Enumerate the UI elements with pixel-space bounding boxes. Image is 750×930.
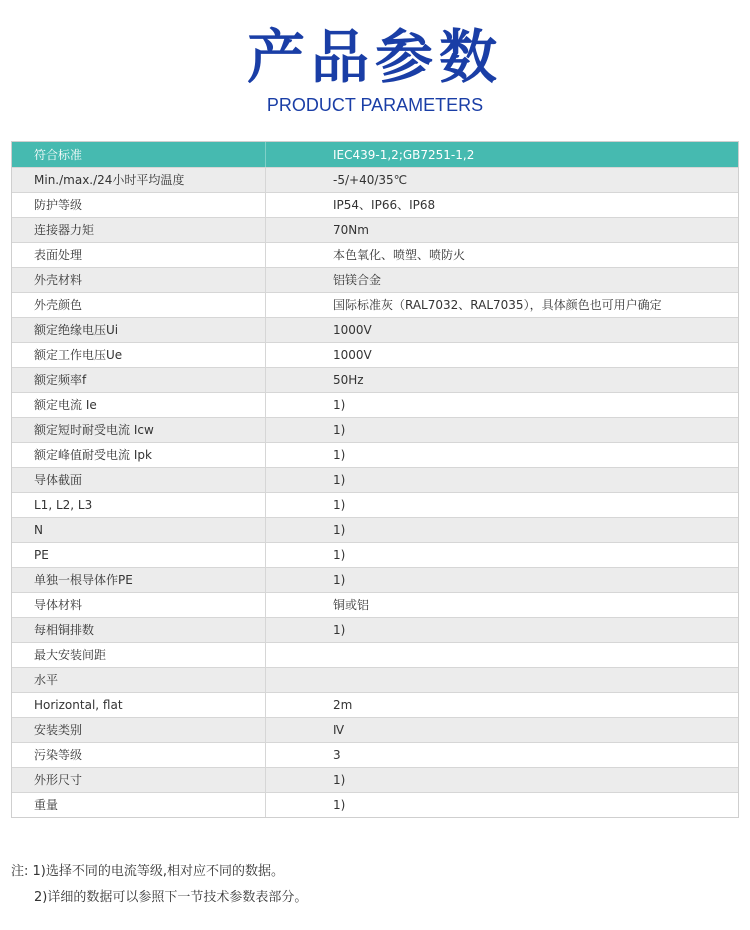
table-row xyxy=(12,468,738,493)
table-cell-value: 铝镁合金 xyxy=(266,268,739,293)
table-row xyxy=(12,243,738,268)
table-row xyxy=(12,318,738,343)
table-cell-value: 70Nm xyxy=(266,218,739,243)
table-row xyxy=(12,518,738,543)
table-cell-value: -5/+40/35℃ xyxy=(266,168,739,193)
table-row xyxy=(12,768,738,793)
table-cell-key: 额定峰值耐受电流 Ipk xyxy=(12,443,266,468)
table-row xyxy=(12,568,738,593)
table-cell-key: Min./max./24小时平均温度 xyxy=(12,168,266,193)
table-cell-key: 导体材料 xyxy=(12,593,266,618)
table-cell-key: 重量 xyxy=(12,793,266,818)
table-cell-key: N xyxy=(12,518,266,543)
table-cell-value: 1000V xyxy=(266,343,739,368)
table-cell-value: 50Hz xyxy=(266,368,739,393)
table-cell-key: 每相铜排数 xyxy=(12,618,266,643)
table-cell-value: 3 xyxy=(266,743,739,768)
table-cell-value: 1) xyxy=(333,798,346,812)
table-row xyxy=(12,393,738,418)
table-cell-value: 本色氧化、喷塑、喷防火 xyxy=(266,243,739,268)
page-title: 产品参数 xyxy=(246,23,503,91)
table-row xyxy=(12,593,738,618)
table-cell-value xyxy=(266,643,739,668)
table-row xyxy=(12,268,738,293)
table-row xyxy=(12,618,738,643)
table-cell-key: 外形尺寸 xyxy=(12,768,266,793)
footnote-1: 注: 1)选择不同的电流等级,相对应不同的数据。 xyxy=(11,864,284,879)
table-cell-key: 外壳颜色 xyxy=(12,293,266,318)
table-cell-key: 额定短时耐受电流 Icw xyxy=(12,418,266,443)
table-cell-key: 安装类别 xyxy=(12,718,266,743)
parameters-table xyxy=(11,141,739,818)
table-cell-key: 额定绝缘电压Ui xyxy=(12,318,266,343)
table-cell-value: 铜或铝 xyxy=(266,593,739,618)
table-cell-key: 水平 xyxy=(12,668,266,693)
table-row xyxy=(12,443,738,468)
table-cell-value: 1) xyxy=(266,443,739,468)
table-cell-key: 外壳材料 xyxy=(12,268,266,293)
table-cell-key: 表面处理 xyxy=(12,243,266,268)
table-cell-value: 1) xyxy=(266,468,739,493)
page-subtitle: PRODUCT PARAMETERS xyxy=(266,95,484,115)
table-cell-value: 2m xyxy=(266,693,739,718)
table-row xyxy=(12,418,738,443)
table-cell-value: 1) xyxy=(266,768,739,793)
table-header-row xyxy=(12,142,738,168)
table-row xyxy=(12,718,738,743)
table-row xyxy=(12,343,738,368)
table-cell-value: 1) xyxy=(266,393,739,418)
table-cell-value: 1000V xyxy=(266,318,739,343)
table-cell-value: IP54、IP66、IP68 xyxy=(266,193,739,218)
table-row xyxy=(12,793,738,818)
table-cell-key: PE xyxy=(12,543,266,568)
table-cell-value: 1) xyxy=(266,568,739,593)
table-row xyxy=(12,668,738,693)
footnote-2: 2)详细的数据可以参照下一节技术参数表部分。 xyxy=(34,890,308,905)
table-row xyxy=(12,293,738,318)
table-row xyxy=(12,368,738,393)
table-cell-key: L1, L2, L3 xyxy=(12,493,266,518)
table-cell-key: 符合标准 xyxy=(12,142,266,168)
table-row xyxy=(12,743,738,768)
table-row xyxy=(12,643,738,668)
table-row xyxy=(12,543,738,568)
table-cell-value: 1) xyxy=(266,418,739,443)
table-cell-value: IEC439-1,2;GB7251-1,2 xyxy=(266,142,739,168)
table-cell-key: 导体截面 xyxy=(12,468,266,493)
table-cell-value: Ⅳ xyxy=(266,718,739,743)
table-cell-key: 额定频率f xyxy=(12,368,266,393)
table-cell-key: 额定电流 Ie xyxy=(12,393,266,418)
table-cell-value xyxy=(266,668,739,693)
table-cell-key: 最大安装间距 xyxy=(12,643,266,668)
table-row xyxy=(12,493,738,518)
table-cell-value: 1) xyxy=(266,493,739,518)
table-row xyxy=(12,693,738,718)
table-row xyxy=(12,193,738,218)
table-row xyxy=(12,218,738,243)
table-cell-key: 污染等级 xyxy=(12,743,266,768)
table-row xyxy=(12,168,738,193)
table-cell-value: 国际标准灰（RAL7032、RAL7035），具体颜色也可用户确定 xyxy=(266,293,739,318)
table-cell-key: 防护等级 xyxy=(12,193,266,218)
table-cell-value: 1) xyxy=(266,518,739,543)
footnotes xyxy=(11,859,711,911)
table-cell-key: Horizontal, flat xyxy=(12,693,266,718)
table-cell-value: 1) xyxy=(266,543,739,568)
table-cell-key: 单独一根导体作PE xyxy=(12,568,266,593)
table-cell-key: 额定工作电压Ue xyxy=(12,343,266,368)
table-cell-value: 1) xyxy=(266,618,739,643)
table-cell-key: 连接器力矩 xyxy=(12,218,266,243)
